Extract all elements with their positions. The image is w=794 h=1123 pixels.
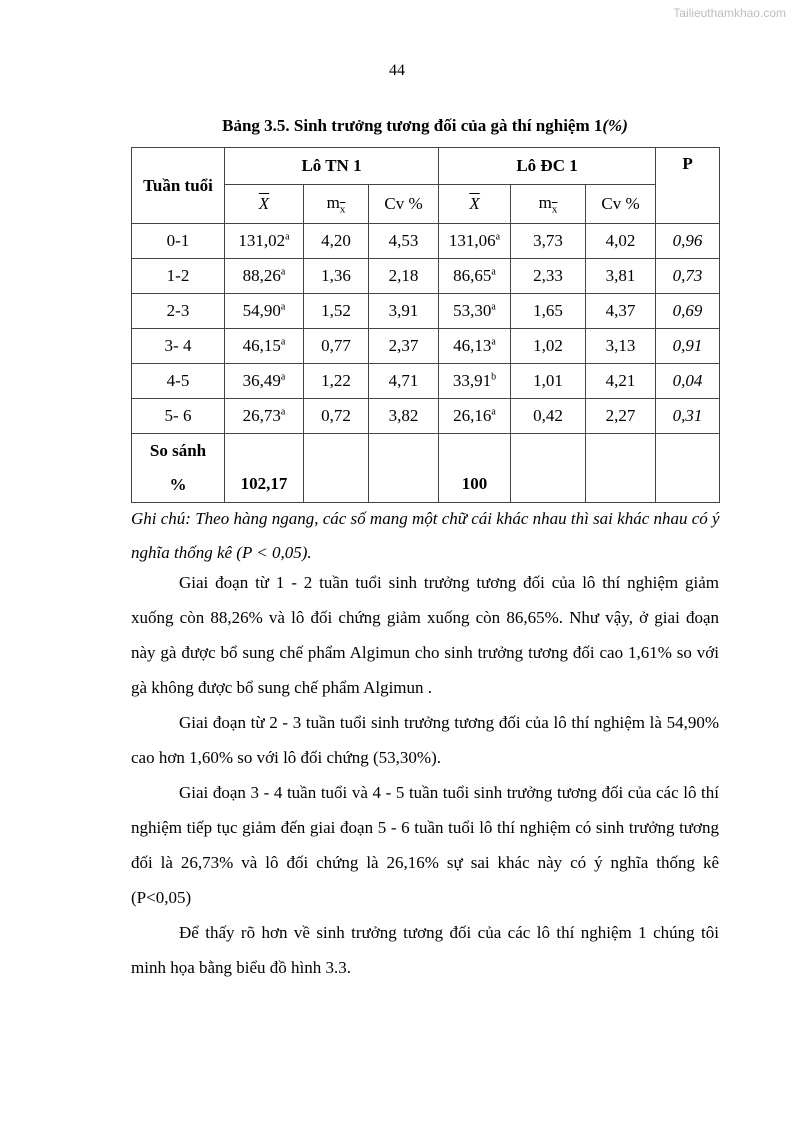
cv-dc1-value: 2,27: [605, 406, 636, 425]
cv-tn1: [369, 259, 439, 294]
header-m-1: [304, 185, 369, 224]
p-value-value: 0,04: [672, 371, 703, 390]
cv-dc1-value: 4,37: [605, 301, 636, 320]
significance-letter: a: [280, 406, 286, 418]
mean-dc1: [439, 259, 511, 294]
mean-dc1-value: 26,16: [453, 406, 492, 425]
p-value-value: 0,31: [672, 406, 703, 425]
significance-letter: a: [280, 301, 286, 313]
cv-tn1: [369, 399, 439, 434]
mean-tn1: [225, 329, 304, 364]
header-mean-2: [439, 185, 511, 224]
mean-symbol: $\overline{X}$: [258, 194, 270, 213]
mean-dc1-value: 33,91: [452, 371, 492, 390]
m-tn1-value: 1,22: [321, 371, 351, 390]
mean-dc1: [439, 329, 511, 364]
table-note: Ghi chú: Theo hàng ngang, các số mang một chữ cái khác nhau thì sai khác nhau có ý nghĩa thống kê (P < 0,05).: [131, 509, 720, 562]
cv-tn1: [369, 294, 439, 329]
paragraph: Để thấy rõ hơn về sinh trưởng tương đối của các lô thí nghiệm 1 chúng tôi minh họa bằng biểu đồ hình 3.3.: [131, 923, 719, 977]
row-age-value: 1-2: [166, 266, 190, 285]
compare-dc1: 100: [439, 434, 511, 503]
mean-tn1-value: 46,15: [242, 336, 281, 355]
header-cv-2: Cv %: [586, 185, 656, 224]
m-dc1: [511, 364, 586, 399]
row-age-value: 3- 4: [164, 336, 192, 355]
mean-tn1: [225, 224, 304, 259]
p-value: [656, 364, 720, 399]
m-tn1: [304, 364, 369, 399]
paragraph: Giai đoạn 3 - 4 tuần tuổi và 4 - 5 tuần tuổi sinh trưởng tương đối của các lô thí nghiệm tiếp tục giảm đến giai đoạn 5 - 6 tuần tuổi lô thí nghiệm có sinh trưởng tương đối là 26,73% và lô đối chứng là 26,16% sự sai khác này có ý nghĩa thống kê (P<0,05): [131, 783, 719, 907]
row-age: [132, 329, 225, 364]
body-text: [131, 565, 719, 985]
m-tn1: [304, 259, 369, 294]
row-age: [132, 364, 225, 399]
significance-letter: a: [495, 231, 501, 243]
table-title-text: Bảng 3.5. Sinh trưởng tương đối của gà thí nghiệm 1: [222, 116, 603, 135]
mean-tn1: [225, 294, 304, 329]
compare-label: [132, 434, 225, 503]
empty-cell: [369, 434, 439, 503]
row-age-value: 0-1: [166, 231, 190, 250]
p-value: [656, 399, 720, 434]
cv-dc1: [586, 224, 656, 259]
cv-tn1: [369, 224, 439, 259]
cv-tn1: [369, 364, 439, 399]
cv-dc1-value: 3,13: [605, 336, 636, 355]
row-age: [132, 294, 225, 329]
header-group-tn1: Lô TN 1: [225, 148, 439, 185]
m-dc1: [511, 259, 586, 294]
m-tn1: [304, 329, 369, 364]
p-value-value: 0,73: [672, 266, 703, 285]
table-row: [132, 364, 720, 399]
header-cv-1: Cv %: [369, 185, 439, 224]
cv-dc1: [586, 294, 656, 329]
cv-tn1-value: 2,18: [388, 266, 419, 285]
mean-tn1-value: 26,73: [242, 406, 281, 425]
mean-dc1-value: 131,06: [448, 231, 496, 250]
m-symbol: m: [538, 192, 552, 212]
m-tn1-value: 4,20: [321, 231, 351, 250]
m-symbol: m: [326, 192, 340, 212]
table-row: [132, 399, 720, 434]
m-tn1: [304, 224, 369, 259]
m-dc1: [511, 294, 586, 329]
m-tn1: [304, 294, 369, 329]
m-tn1-value: 1,36: [321, 266, 351, 285]
m-dc1-value: 1,65: [533, 301, 563, 320]
p-value-value: 0,69: [672, 301, 703, 320]
mean-dc1: [439, 399, 511, 434]
cv-tn1: [369, 329, 439, 364]
mean-tn1-value: 36,49: [242, 371, 281, 390]
table-title-unit: (%): [602, 116, 628, 135]
p-value-value: 0,91: [672, 336, 703, 355]
row-age: [132, 224, 225, 259]
empty-cell: [304, 434, 369, 503]
cv-dc1-value: 4,02: [605, 231, 636, 250]
m-tn1-value: 1,52: [321, 301, 351, 320]
mean-symbol: $\overline{X}$: [469, 194, 480, 213]
significance-letter: a: [491, 301, 496, 313]
cv-dc1: [586, 364, 656, 399]
table-row: [132, 224, 720, 259]
significance-letter: a: [280, 371, 286, 383]
mean-dc1-value: 86,65: [453, 266, 492, 285]
mean-tn1-value: 131,02: [238, 231, 286, 250]
empty-cell: [511, 434, 586, 503]
table-row: [132, 259, 720, 294]
header-group-dc1: Lô ĐC 1: [439, 148, 656, 185]
mean-tn1: [225, 364, 304, 399]
header-m-2: [511, 185, 586, 224]
mean-tn1-value: 88,26: [242, 266, 281, 285]
p-value: [656, 259, 720, 294]
mean-dc1: [439, 364, 511, 399]
significance-letter: a: [491, 336, 496, 348]
table-title: [0, 116, 794, 136]
significance-letter: a: [280, 266, 286, 278]
page-number: 44: [389, 62, 405, 79]
row-age-value: 2-3: [166, 301, 190, 320]
m-sub: x: [339, 203, 346, 216]
p-value: [656, 224, 720, 259]
growth-table: [131, 147, 720, 503]
p-value: [656, 329, 720, 364]
empty-cell: [656, 434, 720, 503]
paragraph: Giai đoạn từ 2 - 3 tuần tuổi sinh trưởng tương đối của lô thí nghiệm là 54,90% cao hơn 1,60% so với lô đối chứng (53,30%).: [131, 713, 719, 767]
significance-letter: a: [491, 266, 496, 278]
compare-label-2: %: [169, 475, 187, 494]
significance-letter: b: [491, 371, 497, 383]
mean-dc1: [439, 224, 511, 259]
cv-tn1-value: 4,71: [388, 371, 419, 390]
cv-tn1-value: 2,37: [388, 336, 419, 355]
m-dc1-value: 1,01: [533, 371, 563, 390]
cv-tn1-value: 4,53: [388, 231, 419, 250]
cv-tn1-value: 3,82: [388, 406, 419, 425]
m-sub: x: [551, 203, 558, 216]
m-dc1-value: 0,42: [533, 406, 563, 425]
row-age-value: 5- 6: [164, 406, 192, 425]
mean-dc1-value: 53,30: [453, 301, 492, 320]
cv-tn1-value: 3,91: [388, 301, 419, 320]
mean-tn1-value: 54,90: [242, 301, 281, 320]
significance-letter: a: [491, 406, 496, 418]
m-dc1: [511, 224, 586, 259]
m-dc1-value: 2,33: [533, 266, 563, 285]
p-value: [656, 294, 720, 329]
mean-tn1: [225, 259, 304, 294]
m-dc1-value: 1,02: [533, 336, 563, 355]
m-dc1: [511, 399, 586, 434]
compare-label-1: So sánh: [149, 441, 207, 460]
cv-dc1: [586, 399, 656, 434]
watermark: Tailieuthamkhao.com: [673, 6, 786, 20]
cv-dc1-value: 3,81: [605, 266, 636, 285]
m-dc1-value: 3,73: [533, 231, 563, 250]
mean-dc1: [439, 294, 511, 329]
row-age: [132, 399, 225, 434]
cv-dc1: [586, 259, 656, 294]
cv-dc1-value: 4,21: [605, 371, 636, 390]
row-age: [132, 259, 225, 294]
m-tn1: [304, 399, 369, 434]
header-mean-1: [225, 185, 304, 224]
significance-letter: a: [280, 336, 286, 348]
empty-cell: [586, 434, 656, 503]
m-tn1-value: 0,72: [321, 406, 351, 425]
mean-tn1: [225, 399, 304, 434]
compare-tn1: 102,17: [225, 434, 304, 503]
table-row: [132, 294, 720, 329]
table-row: [132, 329, 720, 364]
m-dc1: [511, 329, 586, 364]
significance-letter: a: [285, 231, 290, 243]
paragraph: Giai đoạn từ 1 - 2 tuần tuổi sinh trưởng tương đối của lô thí nghiệm giảm xuống còn 88,26% và lô đối chứng giảm xuống còn 86,65%. Như vậy, ở giai đoạn này gà được bổ sung chế phẩm Algimun cho sinh trưởng tương đối cao 1,61% so với gà không được bổ sung chế phẩm Algimun .: [131, 573, 719, 697]
p-value-value: 0,96: [672, 231, 703, 250]
header-p: P: [656, 148, 720, 224]
row-age-value: 4-5: [166, 371, 190, 390]
cv-dc1: [586, 329, 656, 364]
m-tn1-value: 0,77: [321, 336, 351, 355]
header-age: Tuần tuổi: [132, 148, 225, 224]
mean-dc1-value: 46,13: [453, 336, 492, 355]
